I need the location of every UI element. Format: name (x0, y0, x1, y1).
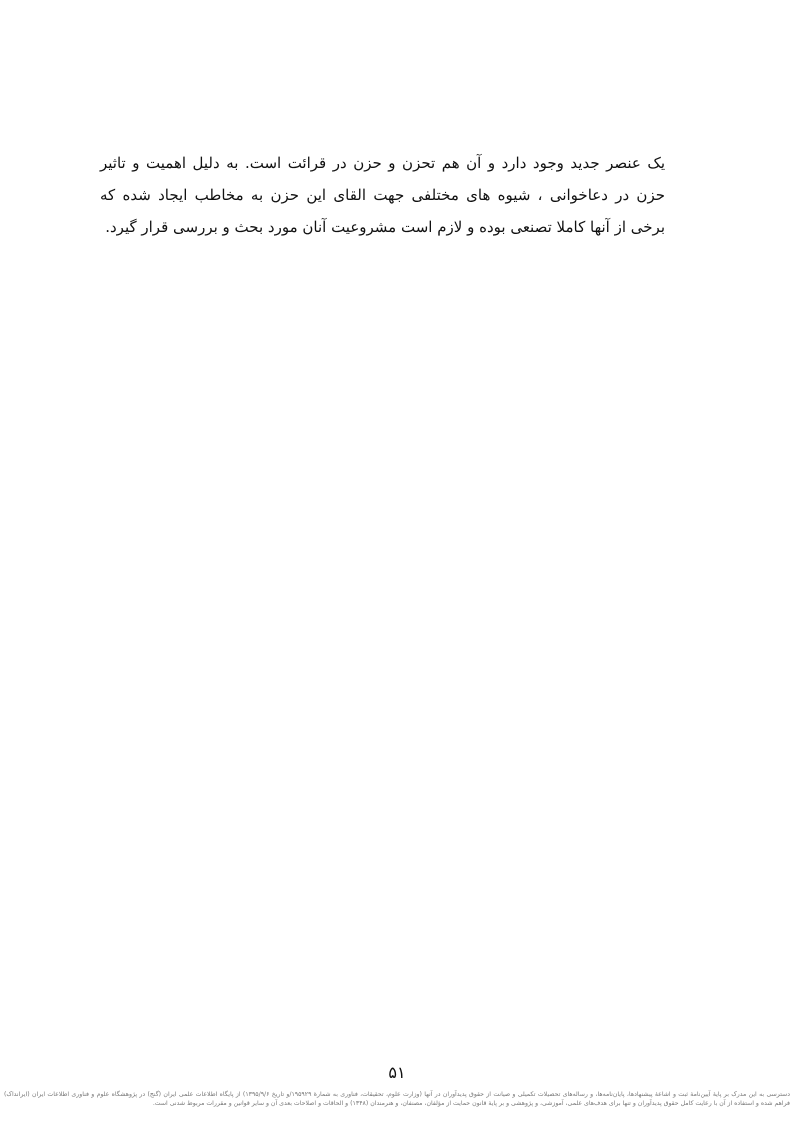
body-paragraph: یک عنصر جدید وجود دارد و آن هم تحزن و حزن در قرائت است. به دلیل اهمیت و تاثیر حزن در دعاخوانی ، شیوه های مختلفی جهت القای این حزن به مخاطب ایجاد شده که برخی از آنها کاملا تصنعی بوده و لازم است مشروعیت آنان مورد بحث و بررسی قرار گیرد. (100, 154, 665, 236)
page-number: ۵۱ (388, 1063, 406, 1082)
footer-copyright-note: دسترسی به این مدرک بر پایهٔ آیین‌نامهٔ ثبت و اشاعهٔ پیشنهادها، پایان‌نامه‌ها، و رساله‌های تحصیلات تکمیلی و صیانت از حقوق پدیدآوران در آنها (وزارت علوم، تحقیقات، فناوری به شمارهٔ ۱۹۵۹۲۹/و تاریخ ۱۳۹۵/۹/۶) از پایگاه اطلاعات علمی ایران (گنج) در پژوهشگاه علوم و فناوری اطلاعات ایران (ایرانداک) فراهم شده و استفاده از آن با رعایت کامل حقوق پدیدآوران و تنها برای هدف‌های علمی، آموزشی، و پژوهشی و بر پایهٔ قانون حمایت از مؤلفان، مصنفان، و هنرمندان (۱۳۴۸) و الحاقات و اصلاحات بعدی آن و سایر قوانین و مقررات مربوط شدنی است. (4, 1091, 791, 1107)
